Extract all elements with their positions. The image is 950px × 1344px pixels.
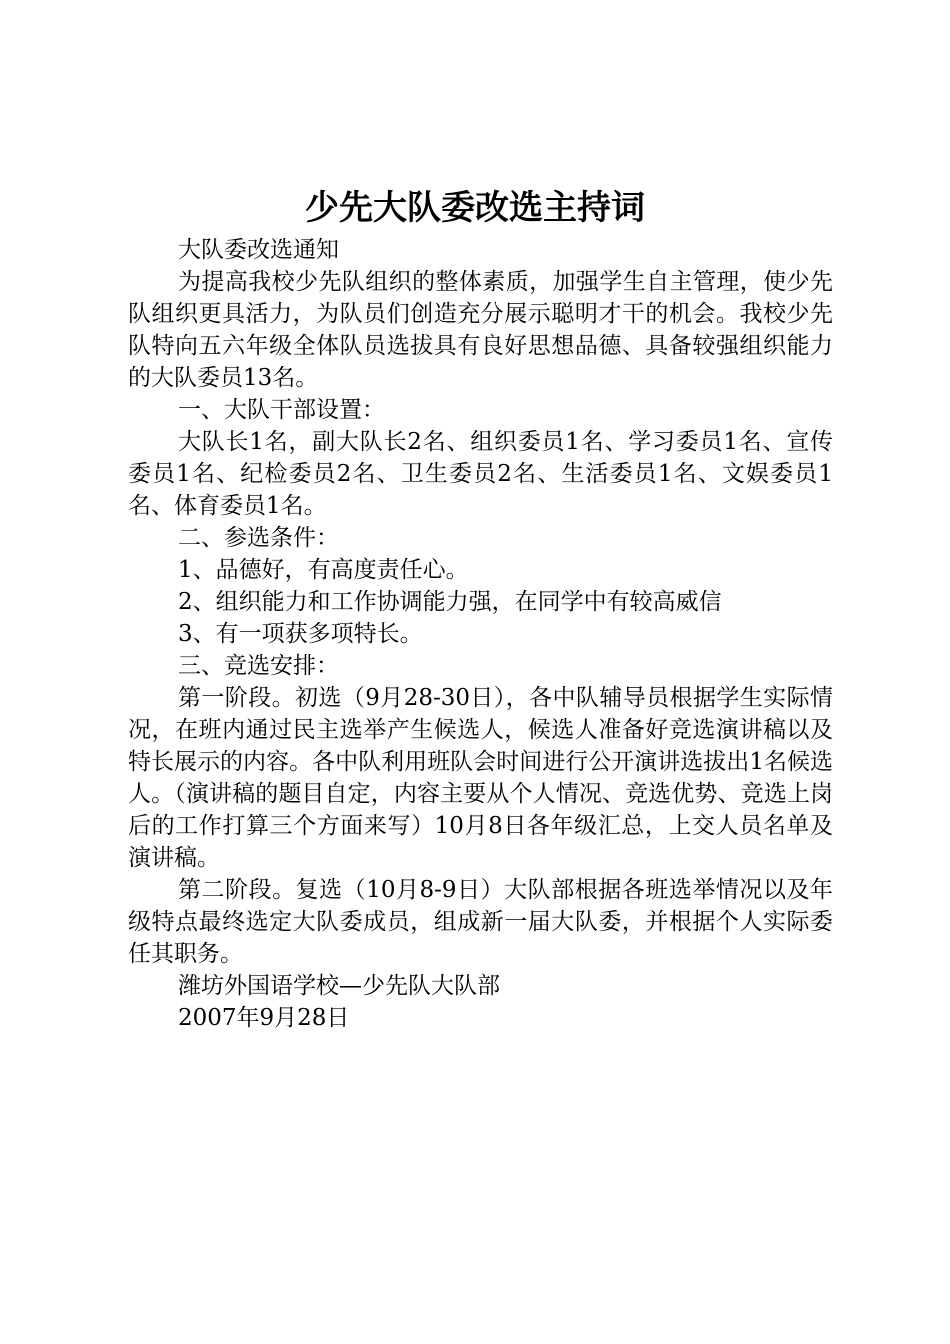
condition-item: 2、组织能力和工作协调能力强，在同学中有较高威信: [178, 589, 722, 615]
document-title: 少先大队委改选主持词: [305, 188, 645, 228]
section-heading-arrangement: 三、竞选安排：: [178, 653, 339, 679]
intro-paragraph: 为提高我校少先队组织的整体素质，加强学生自主管理，使少先队组织更具活力，为队员们创造充分展示聪明才干的机会。我校少先队特向五六年级全体队员选拔具有良好思想品德、具备较强组织能力的大队委员13名。: [128, 269, 833, 391]
positions-paragraph: 大队长1名，副大队长2名、组织委员1名、学习委员1名、宣传委员1名、纪检委员2名、卫生委员2名、生活委员1名、文娱委员1名、体育委员1名。: [128, 429, 833, 519]
condition-item: 1、品德好，有高度责任心。: [178, 557, 469, 583]
signature-organization: 潍坊外国语学校—少先队大队部: [178, 973, 500, 999]
stage-one-paragraph: 第一阶段。初选（9月28-30日），各中队辅导员根据学生实际情况，在班内通过民主选举产生候选人，候选人准备好竞选演讲稿以及特长展示的内容。各中队利用班队会时间进行公开演讲选拔出1名候选人。（演讲稿的题目自定，内容主要从个人情况、竞选优势、竞选上岗后的工作打算三个方面来写）10月8日各年级汇总，上交人员名单及演讲稿。: [128, 685, 833, 871]
signature-date: 2007年9月28日: [178, 1005, 350, 1031]
section-heading-positions: 一、大队干部设置：: [178, 397, 385, 423]
notice-heading: 大队委改选通知: [178, 237, 339, 263]
stage-two-paragraph: 第二阶段。复选（10月8-9日）大队部根据各班选举情况以及年级特点最终选定大队委成员，组成新一届大队委，并根据个人实际委任其职务。: [128, 877, 833, 967]
condition-item: 3、有一项获多项特长。: [178, 621, 423, 647]
document-body: [128, 234, 833, 1034]
section-heading-conditions: 二、参选条件：: [178, 525, 339, 551]
